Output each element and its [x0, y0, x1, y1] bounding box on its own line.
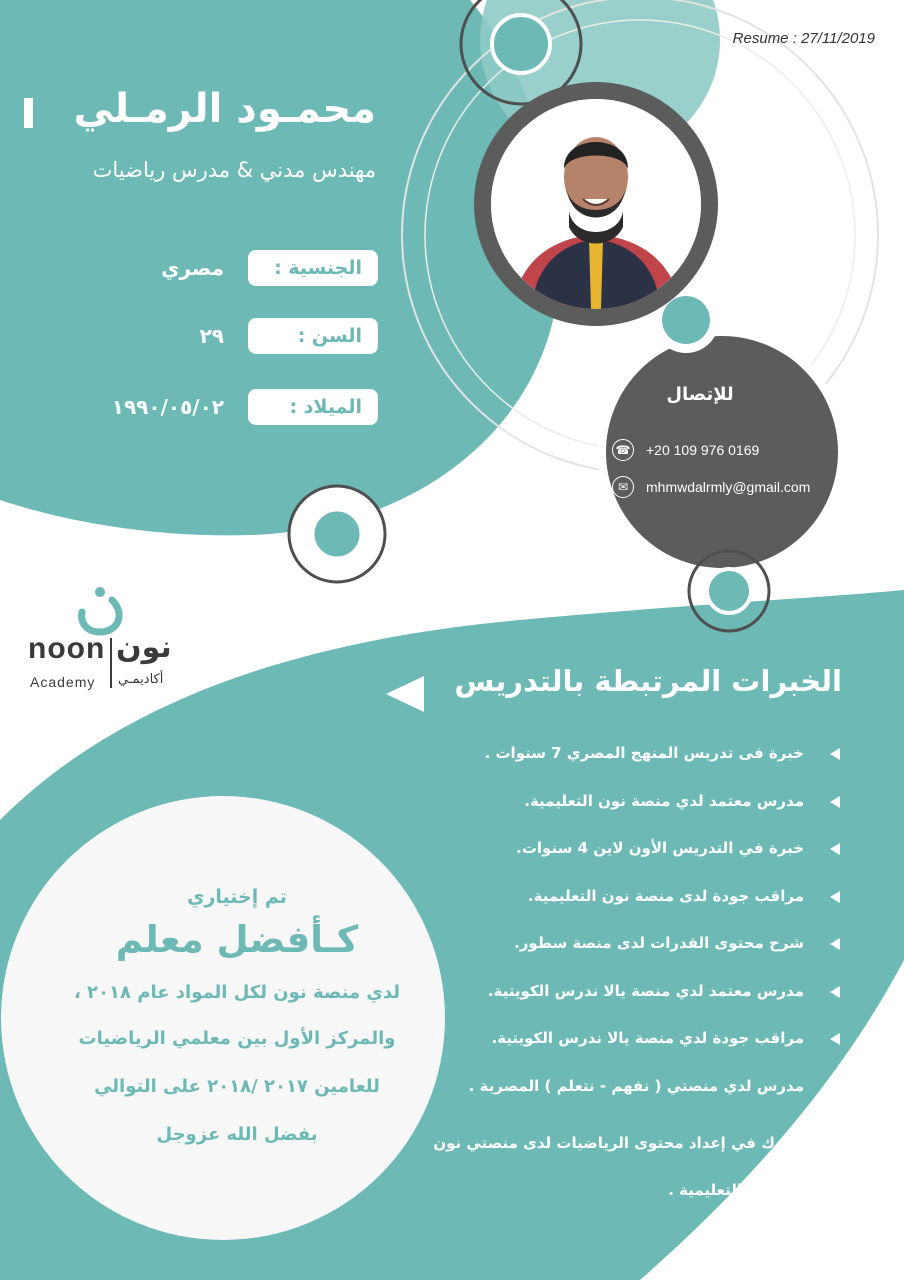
envelope-icon: ✉ [612, 476, 634, 498]
logo-arabic: نون [116, 630, 172, 665]
award-headline: كـأفضل معلم [115, 918, 359, 961]
nationality-value: مصري [161, 256, 224, 280]
logo-mark [82, 600, 120, 632]
person-name: محمـود الرمـلي [73, 86, 376, 132]
award-line: والمركز الأول بين معلمي الرياضيات [78, 1028, 396, 1049]
experience-item: مدرس لدي منصتي ( نفهم - نتعلم ) المصرية . [402, 1073, 842, 1099]
profile-photo [491, 99, 701, 309]
logo-latin: noon [28, 632, 106, 665]
experience-item: مدرس معتمد لدي منصة يالا ندرس الكويتية. [402, 978, 842, 1004]
resume-date: Resume : 27/11/2019 [732, 30, 875, 47]
logo-academy-latin: Academy [30, 674, 96, 690]
age-value: ٢٩ [199, 324, 224, 348]
experience-item: شرح محتوى القدرات لدى منصة سطور. [402, 930, 842, 956]
contact-phone[interactable]: +20 109 976 0169 [646, 442, 760, 458]
birthdate-label: الميلاد : [248, 389, 378, 425]
contact-title: للإتصال [666, 384, 734, 405]
nationality-label: الجنسية : [248, 250, 378, 286]
dot-ring-photo-inner [662, 296, 710, 344]
experience-item: شارك في إعداد محتوى الرياضيات لدى منصتي نون وسطور التعليمية . [402, 1120, 842, 1214]
award-line: للعامين ٢٠١٧ /٢٠١٨ على التوالي [94, 1076, 380, 1097]
experience-item: مراقب جودة لدى منصة نون التعليمية. [402, 883, 842, 909]
contact-phone-row [612, 437, 842, 463]
experience-item: خبرة في التدريس الأون لاين 4 سنوات. [402, 835, 842, 861]
age-label: السن : [248, 318, 378, 354]
phone-icon: ☎ [612, 439, 634, 461]
experience-item: خبرة فى تدريس المنهج المصري 7 سنوات . [402, 740, 842, 766]
award-circle [1, 796, 445, 1240]
dot-ring-contact-inner [707, 569, 751, 613]
logo-academy-arabic: أكاديمـي [118, 672, 164, 687]
award-line: بفضل الله عزوجل [156, 1124, 318, 1145]
experience-item: مراقب جودة لدي منصة يالا ندرس الكويتية. [402, 1025, 842, 1051]
person-title: مهندس مدني & مدرس رياضيات [92, 158, 376, 182]
award-line: لدي منصة نون لكل المواد عام ٢٠١٨ ، [73, 982, 401, 1003]
person-illustration [491, 99, 701, 309]
dot-ring-mid-inner [313, 510, 361, 558]
award-intro: تم إختياري [187, 886, 287, 908]
dot-ring-top-inner [492, 15, 550, 73]
birthdate-value: ١٩٩٠/٠٥/٠٢ [111, 395, 224, 419]
logo-mark-dot [95, 587, 105, 597]
experience-item: مدرس معتمد لدي منصة نون التعليمية. [402, 788, 842, 814]
experience-title: الخبرات المرتبطة بالتدريس [454, 664, 842, 698]
logo-divider [110, 638, 112, 688]
contact-email[interactable]: mhmwdalrmly@gmail.com [646, 479, 811, 495]
contact-email-row [612, 474, 842, 500]
